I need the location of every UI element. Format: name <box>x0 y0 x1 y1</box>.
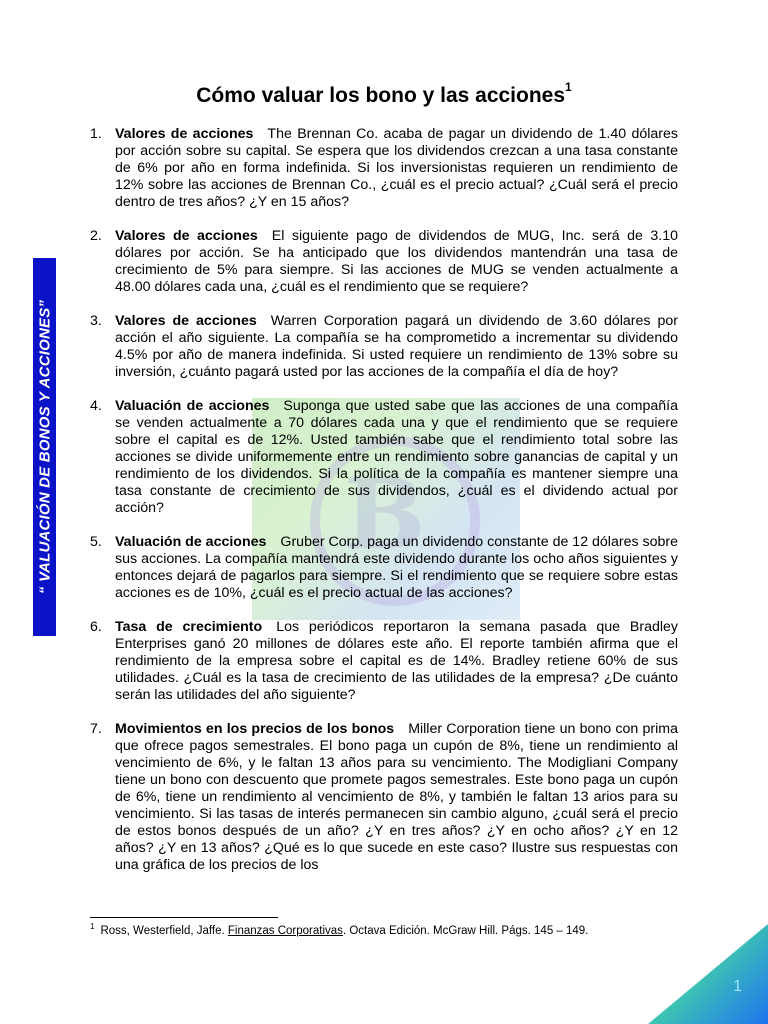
footnote-book-title: Finanzas Corporativas <box>227 924 343 937</box>
problem-body: Los periódicos reportaron la semana pasada que Bradley Enterprises ganó 20 millones de dólares este año. El reporte también afirma que el rendimiento de la empresa sobre el capital es de 14%. Bradley retiene 60% de sus utilidades. ¿Cuál es la tasa de crecimiento de las utilidades de la empresa? ¿De cuánto serán las utilidades del año siguiente? <box>115 619 678 703</box>
title-footnote-mark: 1 <box>565 80 572 94</box>
problem-text <box>115 619 678 704</box>
problem-number: 4. <box>90 398 102 414</box>
watermark-letter: B <box>344 458 426 571</box>
problem-text <box>115 228 678 296</box>
problem-number: 1. <box>90 126 102 142</box>
problem-text <box>115 126 678 211</box>
side-tab-label: “ VALUACIÓN DE BONOS Y ACCIONES” <box>36 299 53 595</box>
problem-text <box>115 313 678 381</box>
problem-number: 3. <box>90 313 102 329</box>
problem-number: 7. <box>90 721 102 737</box>
problem-number: 2. <box>90 228 102 244</box>
problem-heading: Valuación de acciones <box>115 534 267 550</box>
problem-heading: Movimientos en los precios de los bonos <box>115 721 395 737</box>
corner-decoration <box>648 924 768 1024</box>
footnote-mark: 1 <box>90 922 95 931</box>
problem-text <box>115 534 678 602</box>
problem-body: El siguiente pago de dividendos de MUG, Inc. será de 3.10 dólares por acción. Se ha anticipado que los dividendos mantendrán una tasa de crecimiento de 5% para siempre. Si las acciones de MUG se venden actualmente a 48.00 dólares cada una, ¿cuál es el rendimiento que se requiere? <box>115 228 678 295</box>
footnote-authors: Ross, Westerfield, Jaffe. <box>100 924 225 937</box>
problem-item <box>90 313 678 381</box>
problem-body: Suponga que usted sabe que las acciones de una compañía se venden actualmente a 70 dólares cada una y que el rendimiento que se requiere sobre el capital es de 12%. Usted también sabe que el rendimiento total sobre las acciones se divide uniformemente entre un rendimiento sobre ganancias de capital y un rendimiento de los dividendos. Si la política de la compañía es mantener siempre una tasa constante de crecimiento de sus dividendos, ¿cuál es el dividendo actual por acción? <box>115 398 678 516</box>
problem-item <box>90 228 678 296</box>
footnote-details: . Octava Edición. McGraw Hill. Págs. 145 – 149. <box>342 924 589 937</box>
problem-list <box>90 126 678 891</box>
problem-number: 6. <box>90 619 102 635</box>
problem-text <box>115 721 678 874</box>
problem-item <box>90 398 678 517</box>
problem-item <box>90 619 678 704</box>
problem-body: Gruber Corp. paga un dividendo constante de 12 dólares sobre sus acciones. La compañía mantendrá este dividendo durante los ocho años siguientes y entonces dejará de pagarlos para siempre. Si el rendimiento que se requiere sobre estas acciones es de 10%, ¿cuál es el precio actual de las acciones? <box>115 534 678 601</box>
problem-item <box>90 126 678 211</box>
problem-heading: Valores de acciones <box>115 228 258 244</box>
problem-text <box>115 398 678 517</box>
problem-heading: Valores de acciones <box>115 313 257 329</box>
footnote-divider <box>90 917 278 918</box>
problem-item <box>90 534 678 602</box>
page-title <box>0 80 768 108</box>
footnote <box>90 922 588 937</box>
problem-heading: Valuación de acciones <box>115 398 270 414</box>
problem-body: The Brennan Co. acaba de pagar un dividendo de 1.40 dólares por acción sobre su capital. Se espera que los dividendos crezcan a una tasa constante de 6% por año en forma indefinida. Si los inversionistas requieren un rendimiento de 12% sobre las acciones de Brennan Co., ¿cuál es el precio actual? ¿Cuál será el precio dentro de tres años? ¿Y en 15 años? <box>115 126 678 210</box>
problem-heading: Tasa de crecimiento <box>115 619 263 635</box>
side-section-tab <box>33 258 56 636</box>
problem-body: Miller Corporation tiene un bono con prima que ofrece pagos semestrales. El bono paga un cupón de 8%, tiene un rendimiento al vencimiento de 6%, y le faltan 13 años para su vencimiento. The Modigliani Company tiene un bono con descuento que promete pagos semestrales. Este bono paga un cupón de 6%, tiene un rendimiento al vencimiento de 8%, y también le faltan 13 arios para su vencimiento. Si las tasas de interés permanecen sin cambio alguno, ¿cuál será el precio de estos bonos después de un año? ¿Y en tres años? ¿Y en ocho años? ¿Y en 12 años? ¿Y en 13 años? ¿Qué es lo que sucede en este caso? Ilustre sus respuestas con una gráfica de los precios de los <box>115 721 678 873</box>
page-title-text: Cómo valuar los bono y las acciones <box>196 84 566 107</box>
page-number: 1 <box>733 978 742 995</box>
problem-item <box>90 721 678 874</box>
problem-body: Warren Corporation pagará un dividendo de 3.60 dólares por acción el año siguiente. La compañía se ha comprometido a incrementar su dividendo 4.5% por año de manera indefinida. Si usted requiere un rendimiento de 13% sobre su inversión, ¿cuánto pagará usted por las acciones de la compañía el día de hoy? <box>115 313 678 380</box>
problem-number: 5. <box>90 534 102 550</box>
problem-heading: Valores de acciones <box>115 126 254 142</box>
